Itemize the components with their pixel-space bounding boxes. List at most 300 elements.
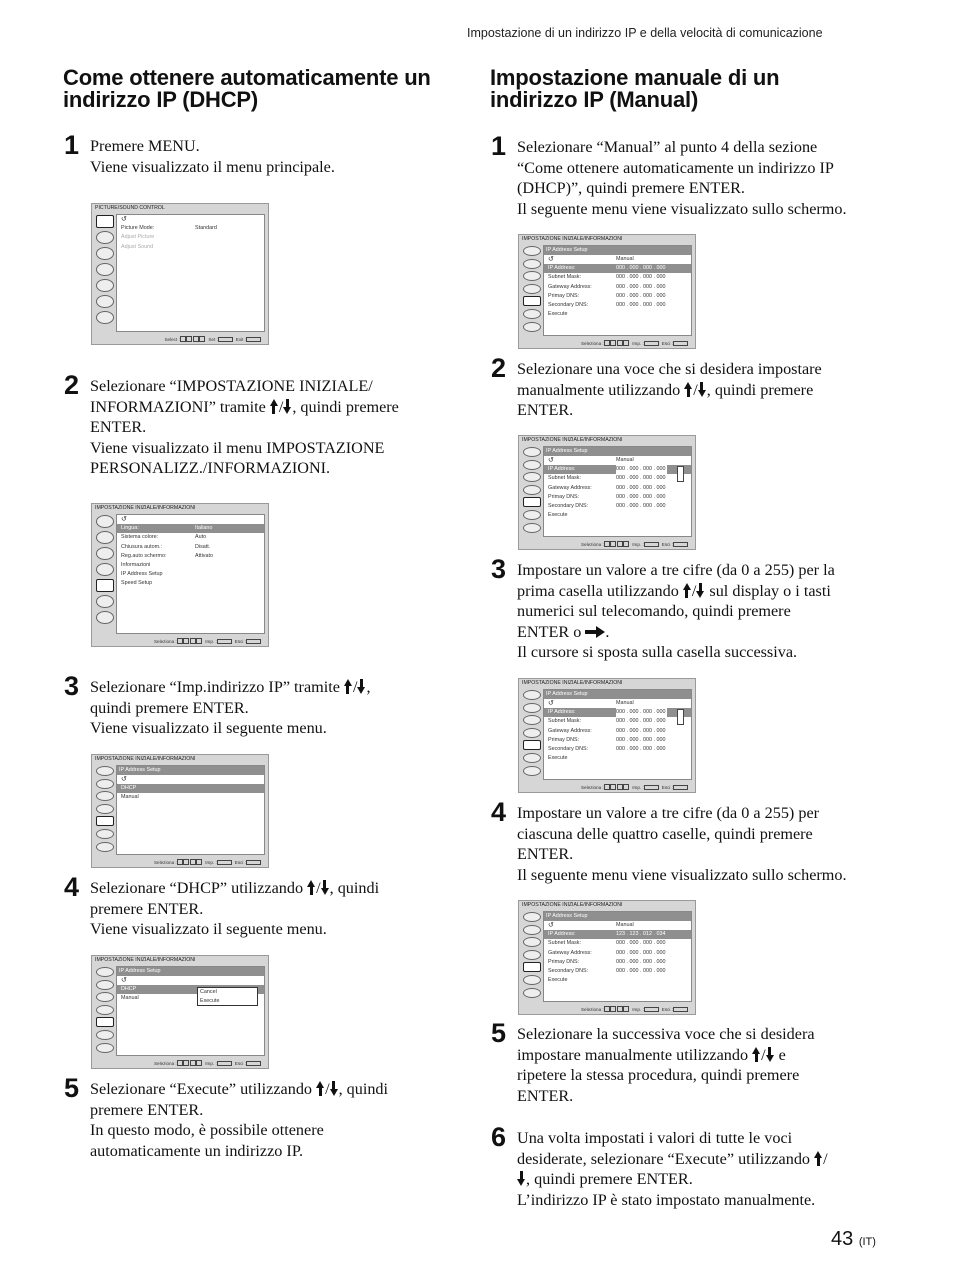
row-label: Primay DNS: xyxy=(548,736,580,743)
row-label: IP Address: xyxy=(548,709,576,716)
screen-footer xyxy=(581,1006,691,1013)
step-text: Selezionare “IMPOSTAZIONE INIZIALE/ INFORMAZIONI” tramite / , quindi premere ENTER. Viene visualizzato il menu IMPOSTAZIONE PERSONALIZZ./INFORMAZIONI. xyxy=(90,376,470,479)
menu-pane xyxy=(543,245,692,336)
row-label: Subnet Mask: xyxy=(548,475,581,482)
footer-label: Esci : xyxy=(661,785,673,791)
text-span: prima casella utilizzando xyxy=(517,581,679,600)
title-line: indirizzo IP (Manual) xyxy=(490,87,699,112)
up-arrow-icon xyxy=(683,583,692,598)
step-text: Selezionare una voce che si desidera impostare manualmente utilizzando / , quindi premere ENTER. xyxy=(517,359,897,421)
menu-row xyxy=(117,579,264,588)
right-arrow-icon xyxy=(585,627,605,637)
up-arrow-icon xyxy=(752,1047,761,1062)
row-label: IP Address: xyxy=(548,466,576,473)
menu-icon xyxy=(96,779,114,789)
text-line: Viene visualizzato il seguente menu. xyxy=(90,719,327,738)
text-line: Viene visualizzato il menu IMPOSTAZIONE xyxy=(90,438,385,457)
text-span: desiderate, selezionare “Execute” utilizzando xyxy=(517,1149,811,1168)
menu-icon xyxy=(523,284,541,294)
menu-icon xyxy=(523,510,541,520)
row-value: Attivato xyxy=(195,552,213,559)
screen-picture-sound xyxy=(91,203,269,345)
title-line: Come ottenere automaticamente un xyxy=(63,65,431,90)
pdns-row xyxy=(544,493,691,502)
menu-icon xyxy=(523,460,541,470)
menu-pane xyxy=(543,446,692,537)
footer-label: Seleziona : xyxy=(580,1007,604,1013)
text-line: ENTER. xyxy=(517,401,574,420)
screen-ip-form-4 xyxy=(518,900,696,1015)
menu-icon xyxy=(523,322,541,332)
ip-setup-bar: IP Address Setup xyxy=(544,912,691,921)
text-span: , quindi premere ENTER. xyxy=(526,1170,693,1189)
screen-title: IMPOSTAZIONE INIZIALE/INFORMAZIONI xyxy=(522,236,623,242)
screen-footer xyxy=(581,541,691,548)
row-value: 000 . 000 . 000 . 000 xyxy=(616,475,666,482)
footer-label: Seleziona : xyxy=(153,1061,177,1067)
row-label: Speed Setup xyxy=(121,580,153,587)
row-label: Secondary DNS: xyxy=(548,301,589,308)
text-line: Impostare un valore a tre cifre (da 0 a 255) per la xyxy=(517,561,835,579)
ip-row xyxy=(544,264,691,273)
ip-row xyxy=(544,930,691,939)
menu-icon xyxy=(523,937,541,947)
text-span: , xyxy=(366,678,371,696)
return-icon: ↺ xyxy=(121,776,127,783)
text-span: sul display o i tasti xyxy=(709,581,831,600)
menu-row-dhcp: DHCP xyxy=(117,784,264,793)
row-label: IP Address: xyxy=(548,931,576,938)
menu-icon xyxy=(96,1043,114,1053)
menu-icon xyxy=(96,766,114,776)
menu-pane xyxy=(116,514,265,634)
row-label: Sistema colore: xyxy=(121,534,159,541)
footer-label: Set : xyxy=(208,337,218,343)
text-line: ENTER. xyxy=(517,845,574,864)
menu-icon xyxy=(96,279,114,292)
down-arrow-icon xyxy=(321,880,330,895)
menu-icon xyxy=(96,1005,114,1015)
menu-icon xyxy=(523,690,541,700)
step-text xyxy=(90,136,470,177)
text-span: , quindi xyxy=(329,879,380,897)
text-span: manualmente utilizzando xyxy=(517,380,681,399)
step-text: Selezionare “Imp.indirizzo IP” tramite / , quindi premere ENTER. Viene visualizzato il seguente menu. xyxy=(90,677,470,739)
row-label: Subnet Mask: xyxy=(548,274,581,281)
row-value: 000 . 000 . 000 . 000 xyxy=(616,484,666,491)
menu-icon xyxy=(96,531,114,544)
menu-icons xyxy=(94,967,116,1056)
menu-row-manual: Manual xyxy=(121,995,139,1002)
return-icon: ↺ xyxy=(121,977,127,984)
text-line: premere ENTER. xyxy=(90,1100,204,1119)
row-label: Gateway Address: xyxy=(548,283,592,290)
mode-value: Manual xyxy=(616,922,634,928)
row-label: Secondary DNS: xyxy=(548,502,589,509)
menu-icon xyxy=(96,311,114,324)
gateway-row xyxy=(544,484,691,493)
menu-icon xyxy=(523,447,541,457)
menu-icon xyxy=(96,816,114,826)
return-row: ↺ Manual xyxy=(548,922,634,929)
step-number: 1 xyxy=(64,130,80,160)
menu-icon xyxy=(96,980,114,990)
menu-icon xyxy=(96,611,114,624)
row-value: 000 . 000 . 000 . 000 xyxy=(616,967,666,974)
menu-row-manual: Manual xyxy=(121,794,139,801)
text-line: Premere MENU. xyxy=(90,137,200,155)
text-line: Il cursore si sposta sulla casella successiva. xyxy=(517,643,798,662)
row-label: Subnet Mask: xyxy=(548,718,581,725)
down-arrow-icon xyxy=(283,399,292,414)
gateway-row xyxy=(544,949,691,958)
row-label: Gateway Address: xyxy=(548,484,592,491)
text-line: ciascuna delle quattro caselle, quindi premere xyxy=(517,824,813,843)
step-number: 3 xyxy=(491,554,507,584)
row-label: IP Address Setup xyxy=(121,571,163,578)
text-span: Selezionare “Imp.indirizzo IP” tramite xyxy=(90,678,340,696)
footer-label: Imp. : xyxy=(632,341,644,347)
execute-row: Execute xyxy=(548,311,568,318)
sdns-row xyxy=(544,502,691,511)
ip-setup-bar: IP Address Setup xyxy=(117,766,264,775)
mode-value: Manual xyxy=(616,256,634,262)
row-label: Secondary DNS: xyxy=(548,967,589,974)
return-row: ↺ Manual xyxy=(548,457,634,464)
execute-row: Execute xyxy=(548,512,568,519)
screen-title: PICTURE/SOUND CONTROL xyxy=(95,205,165,211)
ip-setup-bar: IP Address Setup xyxy=(544,246,691,255)
pdns-row xyxy=(544,736,691,745)
down-arrow-icon xyxy=(696,583,705,598)
text-span: , quindi xyxy=(338,1080,389,1098)
up-arrow-icon xyxy=(814,1151,823,1166)
text-line: “Come ottenere automaticamente un indirizzo IP xyxy=(517,158,834,177)
row-label: Adjust Sound xyxy=(121,243,154,250)
menu-row xyxy=(117,570,264,579)
text-line: premere ENTER. xyxy=(90,899,204,918)
menu-icon xyxy=(523,728,541,738)
text-line: L’indirizzo IP è stato impostato manualmente. xyxy=(517,1190,816,1209)
text-line: Viene visualizzato il menu principale. xyxy=(90,157,335,176)
footer-label: Esci : xyxy=(661,1007,673,1013)
spin-arrows-icon xyxy=(677,466,684,482)
step-number: 4 xyxy=(491,797,507,827)
menu-icon xyxy=(523,962,541,972)
step-number: 5 xyxy=(491,1018,507,1048)
menu-icon xyxy=(523,740,541,750)
menu-icon xyxy=(523,472,541,482)
text-line: quindi premere ENTER. xyxy=(90,698,249,717)
return-icon: ↺ xyxy=(121,516,127,523)
screen-title: IMPOSTAZIONE INIZIALE/INFORMAZIONI xyxy=(522,437,623,443)
step-number: 3 xyxy=(64,671,80,701)
step-text: Selezionare la successiva voce che si desidera impostare manualmente utilizzando / e ripetere la stessa procedura, quindi premere ENTER. xyxy=(517,1024,897,1106)
ip-setup-bar: IP Address Setup xyxy=(117,967,264,976)
screen-footer xyxy=(154,1060,264,1067)
sdns-row xyxy=(544,967,691,976)
text-span: e xyxy=(778,1045,786,1064)
screen-title: IMPOSTAZIONE INIZIALE/INFORMAZIONI xyxy=(95,756,196,762)
menu-icons xyxy=(521,246,543,336)
footer-label: Seleziona : xyxy=(580,785,604,791)
row-label: Reg.auto schermo: xyxy=(121,552,167,559)
execute-row: Execute xyxy=(548,755,568,762)
step-text: Impostare un valore a tre cifre (da 0 a 255) per la prima casella utilizzando / sul display o i tasti numerici sul telecomando, quindi premere ENTER o . Il cursore si sposta sulla casella successiva. xyxy=(517,560,897,663)
row-value: 000 . 000 . 000 . 000 xyxy=(616,727,666,734)
text-span: / xyxy=(823,1149,828,1168)
menu-icon xyxy=(523,523,541,533)
up-arrow-icon xyxy=(344,679,353,694)
row-value: 000 . 000 . 000 . 000 xyxy=(616,301,666,308)
menu-row xyxy=(117,224,264,233)
section-title-manual xyxy=(490,67,779,111)
text-line: (DHCP)”, quindi premere ENTER. xyxy=(517,179,745,198)
screen-ip-form-1 xyxy=(518,234,696,349)
sdns-row xyxy=(544,745,691,754)
footer-label: Imp. : xyxy=(205,639,217,645)
row-value: 000 . 000 . 000 . 000 xyxy=(616,940,666,947)
down-arrow-icon xyxy=(517,1171,526,1186)
menu-pane xyxy=(116,966,265,1056)
row-label: Secondary DNS: xyxy=(548,745,589,752)
menu-pane xyxy=(543,911,692,1002)
menu-icon xyxy=(96,829,114,839)
step-number: 5 xyxy=(64,1073,80,1103)
step-text xyxy=(517,1128,897,1210)
menu-icon xyxy=(96,992,114,1002)
menu-icon xyxy=(96,842,114,852)
menu-icon xyxy=(523,988,541,998)
text-line: ripetere la stessa procedura, quindi premere xyxy=(517,1066,800,1085)
row-value: 000 . 000 . 000 . 000 xyxy=(616,708,667,717)
menu-icon xyxy=(523,912,541,922)
menu-icon xyxy=(96,563,114,576)
menu-icon xyxy=(523,950,541,960)
menu-row xyxy=(117,561,264,570)
page-number-value: 43 xyxy=(831,1228,854,1250)
return-row: ↺ Manual xyxy=(548,256,634,263)
step-number: 2 xyxy=(491,353,507,383)
text-line: Selezionare “Manual” al punto 4 della sezione xyxy=(517,138,818,156)
row-value: 000 . 000 . 000 . 000 xyxy=(616,736,666,743)
down-arrow-icon xyxy=(766,1047,775,1062)
menu-icon xyxy=(523,925,541,935)
screen-ip-form-2 xyxy=(518,435,696,550)
menu-icon xyxy=(96,231,114,244)
footer-label: Select : xyxy=(164,337,180,343)
menu-icons xyxy=(521,912,543,1002)
menu-row xyxy=(117,552,264,561)
up-arrow-icon xyxy=(316,1081,325,1096)
menu-icon xyxy=(523,975,541,985)
text-span: . xyxy=(605,622,610,641)
up-arrow-icon xyxy=(307,880,316,895)
gateway-row xyxy=(544,727,691,736)
screen-footer xyxy=(164,336,264,343)
step-number: 6 xyxy=(491,1122,507,1152)
pdns-row xyxy=(544,958,691,967)
menu-icon xyxy=(96,791,114,801)
row-value: Italiano xyxy=(195,525,213,532)
footer-label: Esci : xyxy=(661,542,673,548)
text-line: Una volta impostati i valori di tutte le voci xyxy=(517,1129,793,1147)
row-value: Disatt. xyxy=(195,543,211,550)
return-row: ↺ Manual xyxy=(548,700,634,707)
row-value: 000 . 000 . 000 . 000 xyxy=(616,502,666,509)
screen-footer xyxy=(154,859,264,866)
menu-icon xyxy=(96,804,114,814)
row-value: 000 . 000 . 000 . 000 xyxy=(616,265,666,272)
screen-footer xyxy=(154,638,264,645)
menu-icon xyxy=(96,547,114,560)
subnet-row xyxy=(544,717,691,726)
screen-footer xyxy=(581,340,691,347)
row-value: 000 . 000 . 000 . 000 xyxy=(616,292,666,299)
menu-row xyxy=(117,233,264,242)
return-icon: ↺ xyxy=(121,216,127,223)
screen-ip-form-3 xyxy=(518,678,696,793)
screen-title: IMPOSTAZIONE INIZIALE/INFORMAZIONI xyxy=(95,957,196,963)
text-line: Viene visualizzato il seguente menu. xyxy=(90,920,327,939)
up-arrow-icon xyxy=(270,399,279,414)
row-value: 000 . 000 . 000 . 000 xyxy=(616,958,666,965)
menu-icon xyxy=(96,263,114,276)
footer-label: Seleziona : xyxy=(580,542,604,548)
menu-icon xyxy=(523,296,541,306)
text-line: Selezionare la successiva voce che si desidera xyxy=(517,1025,815,1043)
row-value: Auto xyxy=(195,534,207,541)
menu-icon xyxy=(523,497,541,507)
ip-setup-bar: IP Address Setup xyxy=(544,447,691,456)
ip-row xyxy=(544,708,691,717)
page-number xyxy=(831,1228,876,1251)
menu-icon xyxy=(96,1017,114,1027)
menu-row-dhcp: DHCP xyxy=(117,985,264,994)
text-line: Selezionare una voce che si desidera impostare xyxy=(517,360,822,378)
ip-setup-bar: IP Address Setup xyxy=(544,690,691,699)
footer-label: Exit : xyxy=(235,337,246,343)
menu-icons xyxy=(94,515,116,634)
menu-icons xyxy=(521,690,543,780)
running-header: Impostazione di un indirizzo IP e della velocità di comunicazione xyxy=(467,26,823,40)
text-span: Selezionare “DHCP” utilizzando xyxy=(90,879,304,897)
step-text: Selezionare “DHCP” utilizzando / , quindi premere ENTER. Viene visualizzato il seguente menu. xyxy=(90,878,470,940)
footer-label: Seleziona : xyxy=(580,341,604,347)
subnet-row xyxy=(544,273,691,282)
row-value: 000 . 000 . 000 . 000 xyxy=(616,745,666,752)
down-arrow-icon xyxy=(357,679,366,694)
menu-icon xyxy=(523,259,541,269)
mode-value: Manual xyxy=(616,457,634,463)
subnet-row xyxy=(544,939,691,948)
menu-pane xyxy=(116,765,265,855)
text-line: In questo modo, è possibile ottenere xyxy=(90,1121,324,1140)
text-line: ENTER. xyxy=(90,418,147,437)
footer-label: Imp. : xyxy=(205,1061,217,1067)
mode-value: Manual xyxy=(616,700,634,706)
menu-icon xyxy=(96,967,114,977)
footer-label: Imp. : xyxy=(632,1007,644,1013)
text-span: INFORMAZIONI” tramite xyxy=(90,397,266,416)
step-text: Selezionare “Execute” utilizzando / , quindi premere ENTER. In questo modo, è possibile ottenere automaticamente un indirizzo IP. xyxy=(90,1079,470,1161)
popup-execute: Execute xyxy=(200,997,220,1004)
menu-icons xyxy=(94,215,116,332)
text-line: numerici sul telecomando, quindi premere xyxy=(517,602,791,621)
menu-row xyxy=(117,533,264,542)
step-text xyxy=(517,137,897,219)
step-number: 1 xyxy=(491,131,507,161)
menu-icon xyxy=(96,215,114,228)
screen-ip-setup-dhcp xyxy=(91,754,269,868)
title-line: Impostazione manuale di un xyxy=(490,65,780,90)
menu-icon xyxy=(96,247,114,260)
menu-icon xyxy=(523,271,541,281)
section-title-dhcp xyxy=(63,67,431,111)
row-value: 000 . 000 . 000 . 000 xyxy=(616,949,666,956)
footer-label: Imp. : xyxy=(632,542,644,548)
menu-pane xyxy=(116,214,265,332)
text-span: ENTER o xyxy=(517,622,582,641)
step-text xyxy=(517,803,897,885)
menu-icon xyxy=(96,295,114,308)
screen-title: IMPOSTAZIONE INIZIALE/INFORMAZIONI xyxy=(95,505,196,511)
row-label: Adjust Picture xyxy=(121,234,155,241)
title-line: indirizzo IP (DHCP) xyxy=(63,87,259,112)
confirm-popup xyxy=(197,987,258,1006)
up-arrow-icon xyxy=(684,382,693,397)
row-value: 000 . 000 . 000 . 000 xyxy=(616,465,667,474)
row-label: Lingua: xyxy=(121,525,139,532)
row-label: IP Address: xyxy=(548,265,576,272)
text-line: Il seguente menu viene visualizzato sullo schermo. xyxy=(517,865,847,884)
text-span: impostare manualmente utilizzando xyxy=(517,1045,749,1064)
footer-label: Seleziona : xyxy=(153,639,177,645)
menu-icon xyxy=(96,1030,114,1040)
menu-row xyxy=(117,524,264,533)
menu-icon xyxy=(96,579,114,592)
text-span: Selezionare “Execute” utilizzando xyxy=(90,1080,313,1098)
footer-label: Seleziona : xyxy=(153,860,177,866)
text-line: Impostare un valore a tre cifre (da 0 a 255) per xyxy=(517,804,820,822)
text-line: Selezionare “IMPOSTAZIONE INIZIALE/ xyxy=(90,377,373,395)
menu-row xyxy=(117,243,264,252)
row-label: Primay DNS: xyxy=(548,292,580,299)
menu-icon xyxy=(96,515,114,528)
row-value: 000 . 000 . 000 . 000 xyxy=(616,283,666,290)
menu-icons xyxy=(94,766,116,855)
footer-label: Esci : xyxy=(234,639,246,645)
menu-icon xyxy=(523,766,541,776)
menu-icon xyxy=(523,715,541,725)
menu-icon xyxy=(523,309,541,319)
sdns-row xyxy=(544,301,691,310)
screen-ip-setup-popup xyxy=(91,955,269,1069)
row-label: Primay DNS: xyxy=(548,493,580,500)
page-suffix: (IT) xyxy=(858,1236,876,1248)
down-arrow-icon xyxy=(698,382,707,397)
screen-title: IMPOSTAZIONE INIZIALE/INFORMAZIONI xyxy=(522,902,623,908)
ip-row xyxy=(544,465,691,474)
menu-icon xyxy=(523,485,541,495)
menu-icon xyxy=(523,703,541,713)
row-label: Primay DNS: xyxy=(548,958,580,965)
row-value: 000 . 000 . 000 . 000 xyxy=(616,718,666,725)
text-line: automaticamente un indirizzo IP. xyxy=(90,1141,304,1160)
menu-pane xyxy=(543,689,692,780)
text-line: PERSONALIZZ./INFORMAZIONI. xyxy=(90,459,331,478)
down-arrow-icon xyxy=(330,1081,339,1096)
